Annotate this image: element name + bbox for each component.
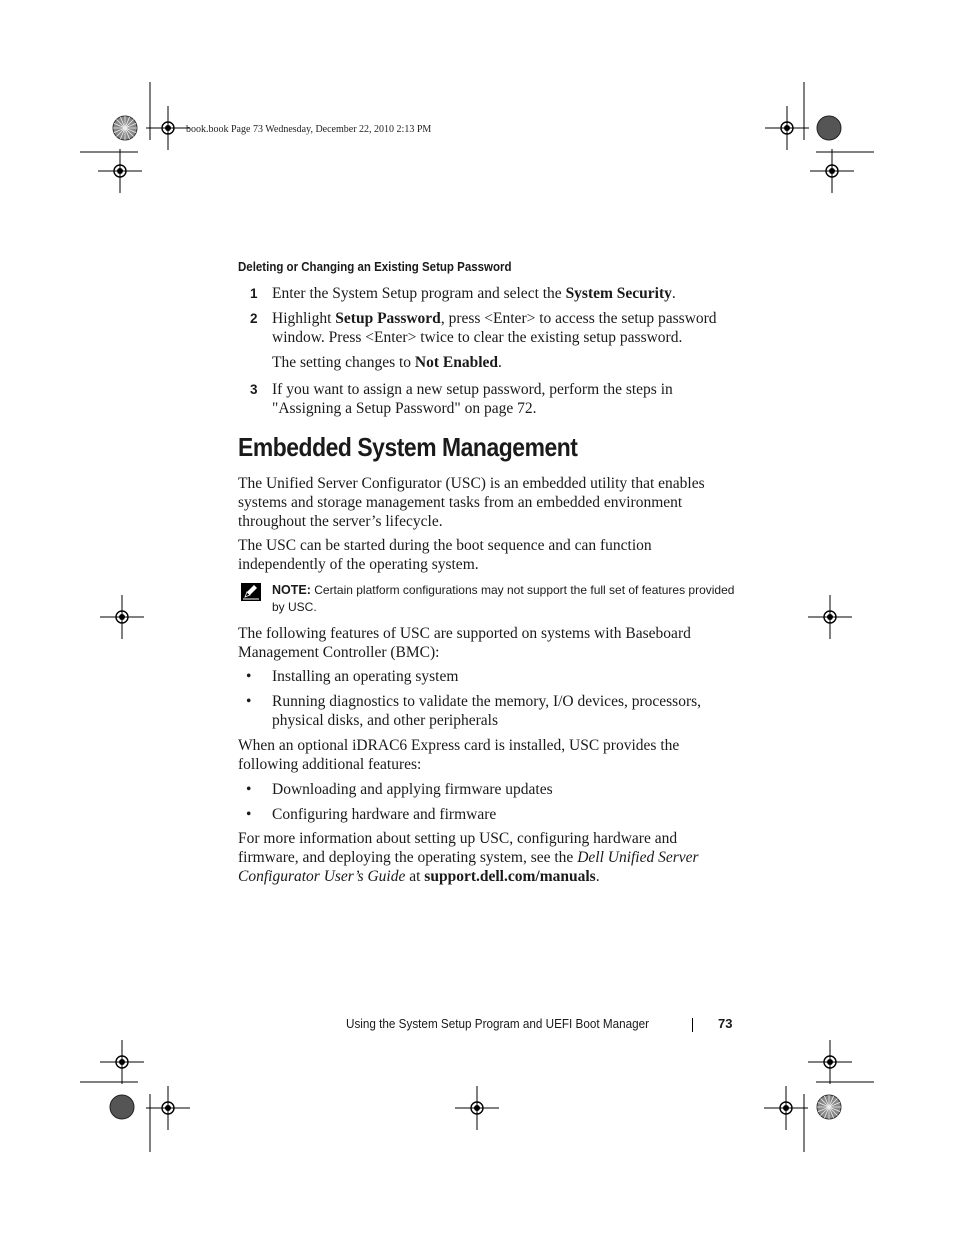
more-info-end: . <box>595 868 600 885</box>
step-ui-term: System Security <box>565 285 672 302</box>
step-result-value: Not Enabled <box>414 354 499 371</box>
bullet-glyph: • <box>246 668 252 685</box>
more-info-connector: at <box>405 868 425 885</box>
list-item-text: Running diagnostics to validate the memory, I/O devices, processors, physical disks, and other peripherals <box>272 693 702 729</box>
list-item <box>238 692 738 730</box>
footer-divider <box>692 1018 693 1032</box>
step-1 <box>238 284 738 303</box>
footer-chapter-title: Using the System Setup Program and UEFI Boot Manager <box>346 1016 650 1031</box>
list-item <box>238 667 738 686</box>
bullet-glyph: • <box>246 693 252 710</box>
paragraph-intro: The Unified Server Configurator (USC) is an embedded utility that enables systems and storage management tasks from an embedded environment throughout the server’s lifecycle. <box>238 475 705 530</box>
step-text: Enter the System Setup program and select the <box>272 285 566 302</box>
more-info-text: For more information about setting up USC, configuring hardware and firmware, and deploying the operating system, see the <box>238 830 678 866</box>
note-label: NOTE: <box>272 583 311 597</box>
list-item-text: Downloading and applying firmware updates <box>272 781 553 798</box>
section-heading: Embedded System Management <box>238 432 578 462</box>
note-box <box>238 582 738 616</box>
list-item-text: Installing an operating system <box>272 668 459 685</box>
paragraph-bmc-features: The following features of USC are supported on systems with Baseboard Management Controller (BMC): <box>238 625 691 661</box>
list-item <box>238 780 738 799</box>
step-number: 1 <box>250 286 258 301</box>
print-slug: book.book Page 73 Wednesday, December 22, 2010 2:13 PM <box>186 124 432 135</box>
bullet-glyph: • <box>246 806 252 823</box>
bullet-glyph: • <box>246 781 252 798</box>
section-subheading: Deleting or Changing an Existing Setup Password <box>238 260 512 274</box>
step-2 <box>238 309 738 372</box>
step-text: Highlight <box>272 310 336 327</box>
step-3 <box>238 380 738 418</box>
step-number: 2 <box>250 311 258 326</box>
step-result-end: . <box>498 354 502 371</box>
step-text-end: . <box>671 285 676 302</box>
paragraph-boot: The USC can be started during the boot sequence and can function independently of the operating system. <box>238 537 652 573</box>
step-result: The setting changes to <box>272 354 415 371</box>
paragraph-more-info <box>238 829 738 886</box>
guide-title: Dell Unified Server Configurator User’s Guide <box>238 849 699 885</box>
paragraph-idrac-features: When an optional iDRAC6 Express card is installed, USC provides the following additional features: <box>238 737 680 773</box>
list-item-text: Configuring hardware and firmware <box>272 806 497 823</box>
step-text: If you want to assign a new setup password, perform the steps in "Assigning a Setup Password" on page 72. <box>272 381 673 417</box>
step-text-end: , press <Enter> to access the setup password window. Press <Enter> twice to clear the existing setup password. <box>272 310 717 346</box>
step-number: 3 <box>250 382 258 397</box>
step-ui-term: Setup Password <box>335 310 441 327</box>
note-pencil-icon <box>241 583 261 601</box>
support-url: support.dell.com/manuals <box>424 868 596 885</box>
page-number: 73 <box>718 1016 733 1031</box>
note-text: Certain platform configurations may not support the full set of features provided by USC. <box>272 583 735 614</box>
list-item <box>238 805 738 824</box>
